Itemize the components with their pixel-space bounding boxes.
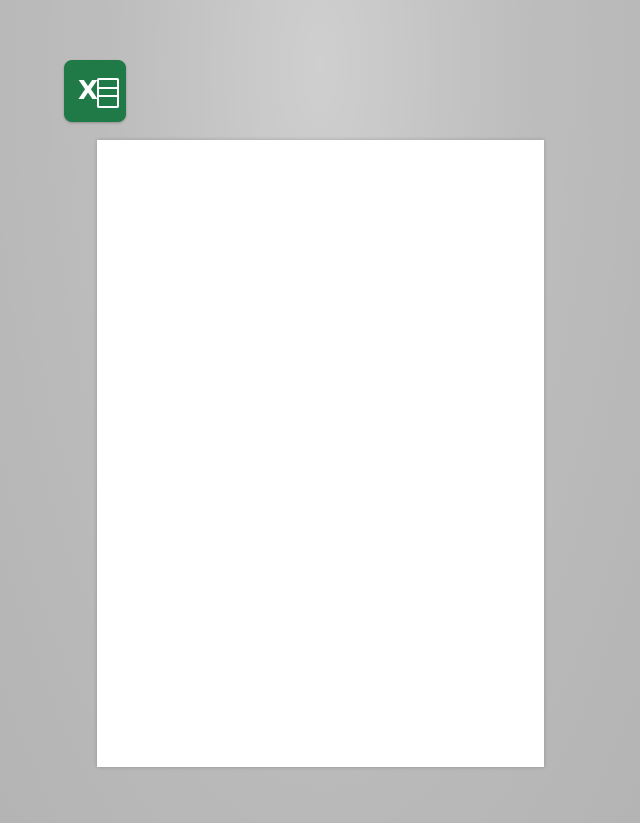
excel-x-glyph: X xyxy=(78,76,99,106)
spreadsheet-page xyxy=(97,140,544,767)
excel-grid-glyph xyxy=(97,78,119,108)
table-grid xyxy=(97,140,544,767)
excel-icon xyxy=(64,60,126,122)
